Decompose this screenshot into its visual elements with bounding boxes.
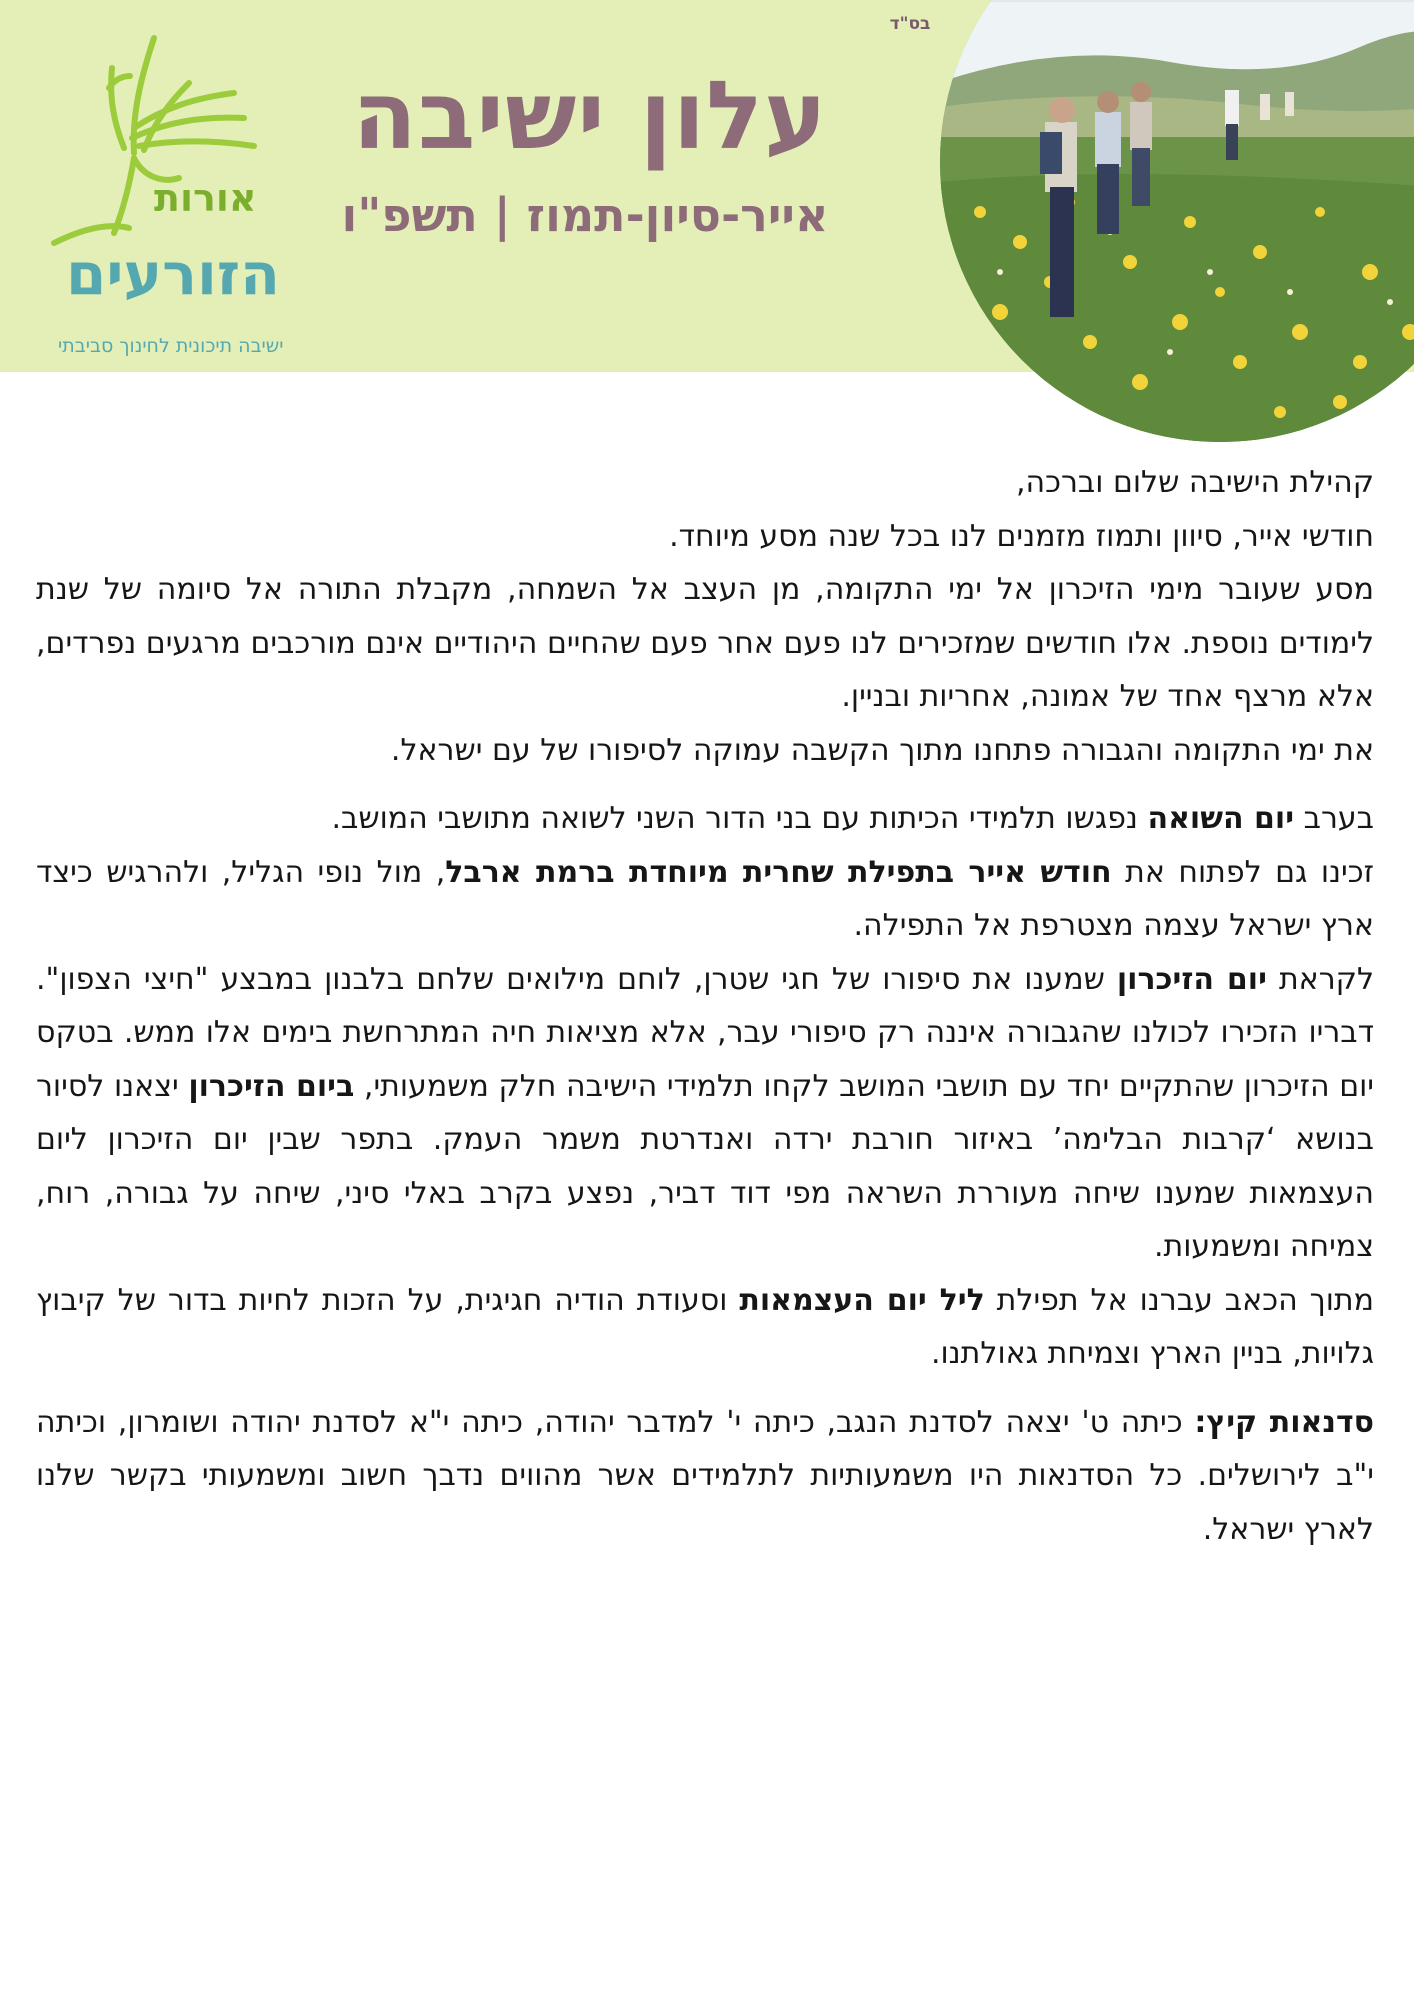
holocaust-bold: יום השואה xyxy=(1147,801,1295,836)
logo-name-line2: הזורעים xyxy=(66,240,280,308)
memorial-pre: לקראת xyxy=(1266,961,1374,997)
independence-post: וסעודת הודיה חגיגית, על הזכות לחיות בדור של קיבוץ גלויות, בניין הארץ וצמיחת גאולתנו. xyxy=(36,1282,1374,1371)
iyar-paragraph xyxy=(36,846,1374,953)
intro-line-3: את ימי התקומה והגבורה פתחנו מתוך הקשבה עמוקה לסיפורו של עם ישראל. xyxy=(390,732,1374,768)
memorial-bold-2: ביום הזיכרון xyxy=(188,1068,355,1104)
independence-paragraph xyxy=(36,1274,1374,1381)
newsletter-body xyxy=(36,456,1374,1556)
summer-bold: סדנאות קיץ: xyxy=(1194,1404,1374,1440)
independence-pre: מתוך הכאב עברנו אל תפילת xyxy=(984,1282,1374,1318)
memorial-bold-1: יום הזיכרון xyxy=(1116,961,1267,997)
school-logo xyxy=(14,28,284,357)
holocaust-post: נפגשו תלמידי הכיתות עם בני הדור השני לשואה מתושבי המושב. xyxy=(331,801,1148,836)
memorial-text-2: יצאנו לסיור בנושא ‘קרבות הבלימה’ באיזור חורבת ירדה ואנדרטת משמר העמק. בתפר שבין יום הזיכרון ליום העצמאות שמענו שיחה מעוררת השראה מפי דוד דביר, נפצע בקרב באלי סיני, שיחה על גבורה, רוח, צמיחה ומשמעות. xyxy=(36,1068,1374,1264)
memorial-text-1: שמענו את סיפורו של חגי שטרן, לוחם מילואים שלחם בלבנון במבצע "חיצי הצפון". דבריו הזכירו לכולנו שהגבורה איננה רק סיפורי עבר, אלא מציאות חיה המתרחשת בימים אלו ממש. בטקס יום הזיכרון שהתקיים יחד עם תושבי המושב לקחו תלמידי הישיבה חלק משמעותי, xyxy=(36,961,1374,1104)
greeting: קהילת הישיבה שלום וברכה, xyxy=(1015,465,1374,500)
iyar-bold: חודש אייר בתפילת שחרית מיוחדת ברמת ארבל xyxy=(445,854,1112,890)
holocaust-paragraph xyxy=(36,792,1374,846)
logo-name-line1: אורות xyxy=(154,176,257,220)
summer-workshops-paragraph xyxy=(36,1396,1374,1557)
memorial-paragraph xyxy=(36,953,1374,1274)
holocaust-pre: בערב xyxy=(1294,801,1374,836)
intro-line-1: חודשי אייר, סיוון ותמוז מזמנים לנו בכל שנה מסע מיוחד. xyxy=(669,518,1374,554)
bsd-header: בס"ד xyxy=(889,14,931,34)
iyar-pre: זכינו גם לפתוח את xyxy=(1111,854,1375,890)
intro-line-2: מסע שעובר מימי הזיכרון אל ימי התקומה, מן העצב אל השמחה, מקבלת התורה אל סיומה של שנת לימודים נוספת. אלו חודשים שמזכירים לנו פעם אחר פעם שהחיים היהודיים אינם מורכבים מרגעים נפרדים, אלא מרצף אחד של אמונה, אחריות ובניין. xyxy=(36,572,1374,714)
summer-text: כיתה ט' יצאה לסדנת הנגב, כיתה י' למדבר יהודה, כיתה י"א לסדנת יהודה ושומרון, וכיתה י"ב לירושלים. כל הסדנאות היו משמעותיות לתלמידים אשר מהווים נדבך חשוב ומשמעותי בקשר שלנו לארץ ישראל. xyxy=(36,1404,1374,1547)
newsletter-date: אייר-סיון-תמוז | תשפ"ו xyxy=(341,188,829,242)
field-hike-photo xyxy=(940,0,1414,442)
independence-bold: ליל יום העצמאות xyxy=(739,1282,985,1318)
iyar-post: , מול נופי הגליל, ולהרגיש כיצד ארץ ישראל עצמה מצטרפת אל התפילה. xyxy=(36,854,1374,943)
newsletter-title: עלון ישיבה xyxy=(352,62,828,171)
logo-tagline: ישיבה תיכונית לחינוך סביבתי xyxy=(58,335,284,357)
